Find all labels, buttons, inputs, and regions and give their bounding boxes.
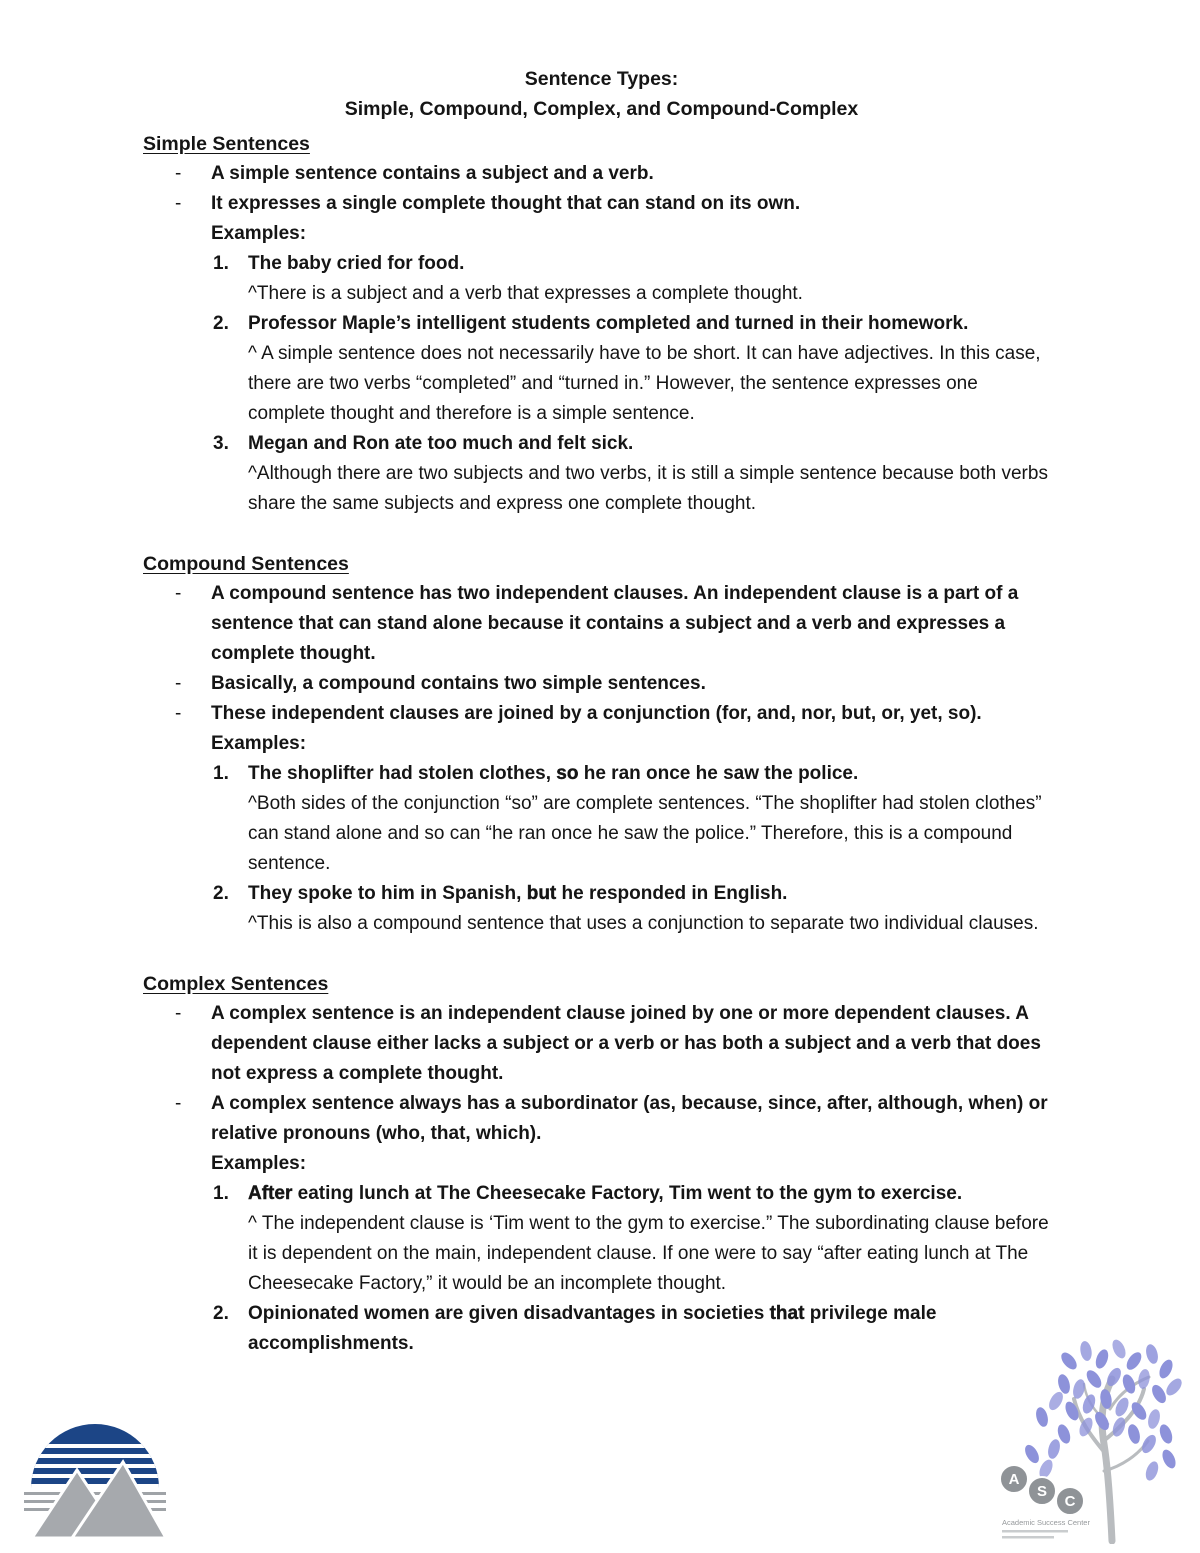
bullet-marker: - [175,1093,182,1114]
bullet-marker: - [175,163,182,184]
sentence-keyword: After [248,1183,293,1204]
example-number: 2. [213,883,229,904]
bullet-text: These independent clauses are joined by a conjunction (for, and, nor, but, or, yet, so). [211,703,982,724]
bullet-text: A complex sentence always has a subordinator (as, because, since, after, although, when) or relative pronouns (who, that, which). [211,1093,1048,1144]
example-item [143,1299,1060,1359]
bullet-text: It expresses a single complete thought that can stand on its own. [211,193,801,214]
section-heading: Compound Sentences [143,553,349,575]
example-body [248,309,1050,429]
example-number: 1. [213,253,229,274]
sentence-post: privilege male accomplishments. [248,1303,937,1354]
examples-label: Examples: [211,1153,307,1174]
example-body [248,1179,1050,1299]
bullet-text: Basically, a compound contains two simple sentences. [211,673,706,694]
example-note: ^ The independent clause is ‘Tim went to the gym to exercise.” The subordinating clause before it is dependent on the main, independent clause. If one were to say “after eating lunch at The Cheesecake Factory,” it would be an incomplete thought. [248,1213,1049,1294]
example-sentence [248,1179,1050,1209]
example-body [248,759,1050,879]
sentence-post: he ran once he saw the police. [578,763,859,784]
sentence-pre: Professor Maple’s intelligent students completed and turned in their homework. [248,313,969,334]
example-sentence [248,879,1039,909]
title-line-2: Simple, Compound, Complex, and Compound-Complex [344,98,859,120]
example-note: ^Although there are two subjects and two verbs, it is still a simple sentence because both verbs share the same subjects and express one complete thought. [248,463,1048,514]
example-sentence [248,249,803,279]
example-sentence [248,429,1050,459]
example-item [143,879,1060,939]
asc-caption-lines [1002,1530,1068,1539]
bullet-item [143,999,1050,1089]
example-note: ^This is also a compound sentence that uses a conjunction to separate two individual clauses. [248,913,1039,934]
sentence-pre: Opinionated women are given disadvantages in societies [248,1303,770,1324]
asc-caption: Academic Success Center [1002,1518,1090,1527]
bullet-marker: - [175,703,182,724]
sentence-pre: They spoke to him in Spanish, [248,883,527,904]
bullet-text: A compound sentence has two independent clauses. An independent clause is a part of a sentence that can stand alone because it contains a subject and a verb and expresses a complete thought. [211,583,1019,664]
example-item [143,1179,1060,1299]
sentence-pre: Megan and Ron ate too much and felt sick. [248,433,634,454]
sentence-post: eating lunch at The Cheesecake Factory, Tim went to the gym to exercise. [292,1183,963,1204]
example-body [248,429,1050,519]
sentence-keyword: so [556,763,579,784]
example-item [143,309,1060,429]
example-item [143,429,1060,519]
example-number: 1. [213,763,229,784]
example-number: 1. [213,1183,229,1204]
sentence-pre: The shoplifter had stolen clothes, [248,763,557,784]
example-note: ^There is a subject and a verb that expresses a complete thought. [248,283,803,304]
logo-dome [24,1378,166,1490]
bullet-item [143,1089,1050,1149]
asc-logo [994,1339,1184,1549]
document-title [143,64,1060,124]
sentence-pre: The baby cried for food. [248,253,465,274]
bullet-text: A complex sentence is an independent clause joined by one or more dependent clauses. A dependent clause either lacks a subject or a verb or has both a subject and a verb that does not express a complete thought. [211,1003,1041,1084]
example-item [143,249,1060,309]
section-heading: Simple Sentences [143,133,310,155]
section-simple-sentences [143,129,1060,519]
example-body [248,249,803,309]
asc-letter-s: S [1036,1483,1048,1500]
example-number: 3. [213,433,229,454]
bullet-marker: - [175,193,182,214]
example-note: ^ A simple sentence does not necessarily have to be short. It can have adjectives. In this case, there are two verbs “completed” and “turned in.” However, the sentence expresses one complete thought and therefore is a simple sentence. [248,343,1041,424]
example-sentence [248,309,1050,339]
example-item [143,759,1060,879]
asc-tree-logo-graphic [994,1339,1184,1544]
title-line-1: Sentence Types: [524,68,679,90]
sentence-keyword: that [769,1303,805,1324]
sentence-keyword: but [526,883,557,904]
examples-label: Examples: [211,733,307,754]
bullet-item [143,579,1050,669]
sentence-post: he responded in English. [556,883,788,904]
mountain-arch-logo-graphic [24,1378,166,1540]
section-heading: Complex Sentences [143,973,329,995]
asc-letter-a: A [1008,1471,1020,1488]
bullet-item [143,669,1050,699]
bullet-item [143,189,1050,219]
bullet-marker: - [175,673,182,694]
examples-label: Examples: [211,223,307,244]
example-note: ^Both sides of the conjunction “so” are complete sentences. “The shoplifter had stolen clothes” can stand alone and so can “he ran once he saw the police.” Therefore, this is a compound sentence. [248,793,1042,874]
asc-letter-c: C [1064,1493,1076,1510]
bullet-marker: - [175,583,182,604]
example-number: 2. [213,1303,229,1324]
example-body [248,879,1039,939]
section-complex-sentences [143,969,1060,1359]
example-number: 2. [213,313,229,334]
bullet-text: A simple sentence contains a subject and a verb. [211,163,654,184]
example-body [248,1299,1050,1359]
bullet-item [143,159,1050,189]
bullet-item [143,699,1050,729]
mountain-logo [24,1378,166,1545]
example-sentence [248,1299,1050,1359]
example-sentence [248,759,1050,789]
section-compound-sentences [143,549,1060,939]
bullet-marker: - [175,1003,182,1024]
